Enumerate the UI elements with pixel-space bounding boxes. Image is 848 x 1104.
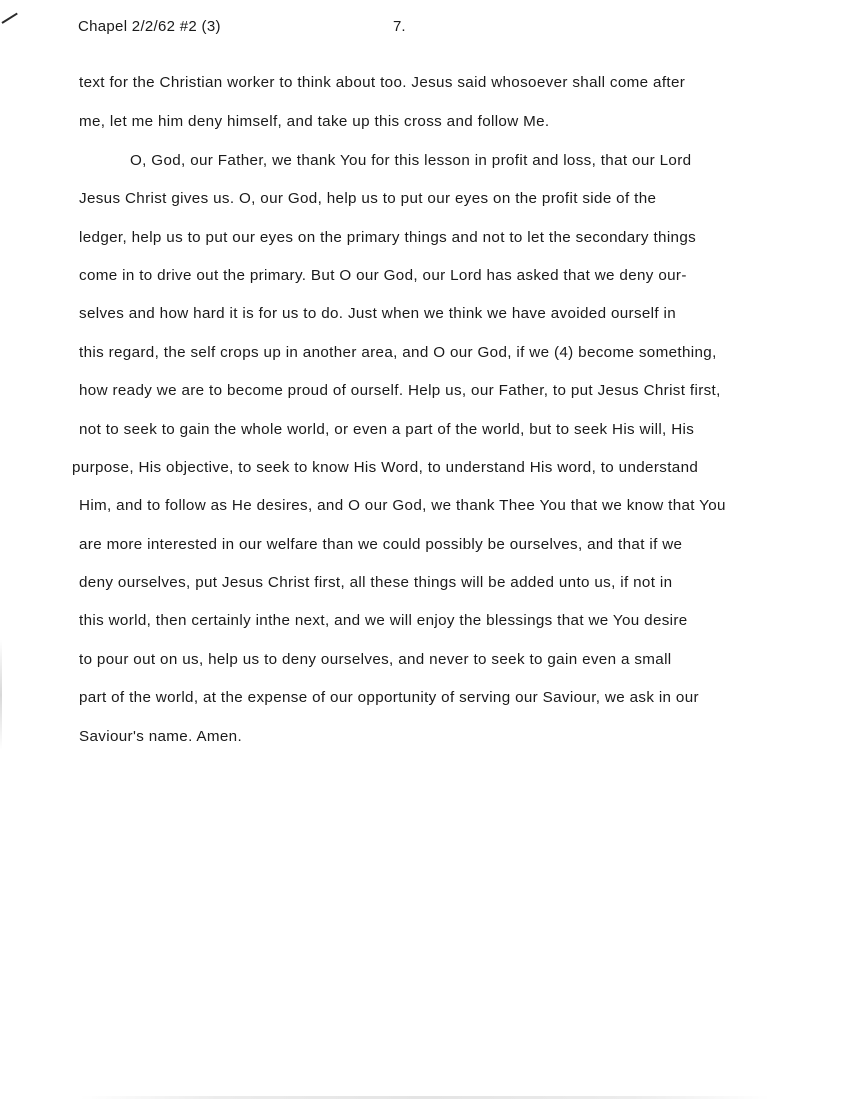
scan-smudge [80, 1096, 770, 1099]
text-line: purpose, His objective, to seek to know His Word, to understand His word, to understand [72, 459, 699, 476]
text-line: Saviour's name. Amen. [79, 728, 243, 745]
text-line: part of the world, at the expense of our opportunity of serving our Saviour, we ask in our [79, 689, 699, 706]
text-line: Him, and to follow as He desires, and O our God, we thank Thee You that we know that You [79, 497, 726, 514]
text-line: text for the Christian worker to think about too. Jesus said whosoever shall come after [79, 74, 686, 91]
text-line: deny ourselves, put Jesus Christ first, all these things will be added unto us, if not in [79, 574, 673, 591]
text-line: me, let me him deny himself, and take up this cross and follow Me. [79, 113, 550, 130]
text-line: to pour out on us, help us to deny ourselves, and never to seek to gain even a small [79, 651, 672, 668]
text-line: come in to drive out the primary. But O our God, our Lord has asked that we deny our- [79, 267, 687, 284]
text-line: ledger, help us to put our eyes on the primary things and not to let the secondary things [79, 229, 697, 246]
text-line: how ready we are to become proud of ourself. Help us, our Father, to put Jesus Christ first, [79, 382, 721, 399]
page-number: 7. [393, 18, 406, 35]
page-edge-shadow [0, 640, 2, 750]
text-line: O, God, our Father, we thank You for this lesson in profit and loss, that our Lord [130, 152, 692, 169]
text-line: are more interested in our welfare than we could possibly be ourselves, and that if we [79, 536, 683, 553]
text-line: this regard, the self crops up in another area, and O our God, if we (4) become something, [79, 344, 717, 361]
text-line: selves and how hard it is for us to do. Just when we think we have avoided ourself in [79, 305, 677, 322]
page-header: Chapel 2/2/62 #2 (3) [78, 18, 221, 35]
text-line: not to seek to gain the whole world, or even a part of the world, but to seek His will, His [79, 421, 695, 438]
text-line: Jesus Christ gives us. O, our God, help us to put our eyes on the profit side of the [79, 190, 657, 207]
text-line: this world, then certainly inthe next, and we will enjoy the blessings that we You desire [79, 612, 688, 629]
page-edge-mark [1, 13, 17, 24]
